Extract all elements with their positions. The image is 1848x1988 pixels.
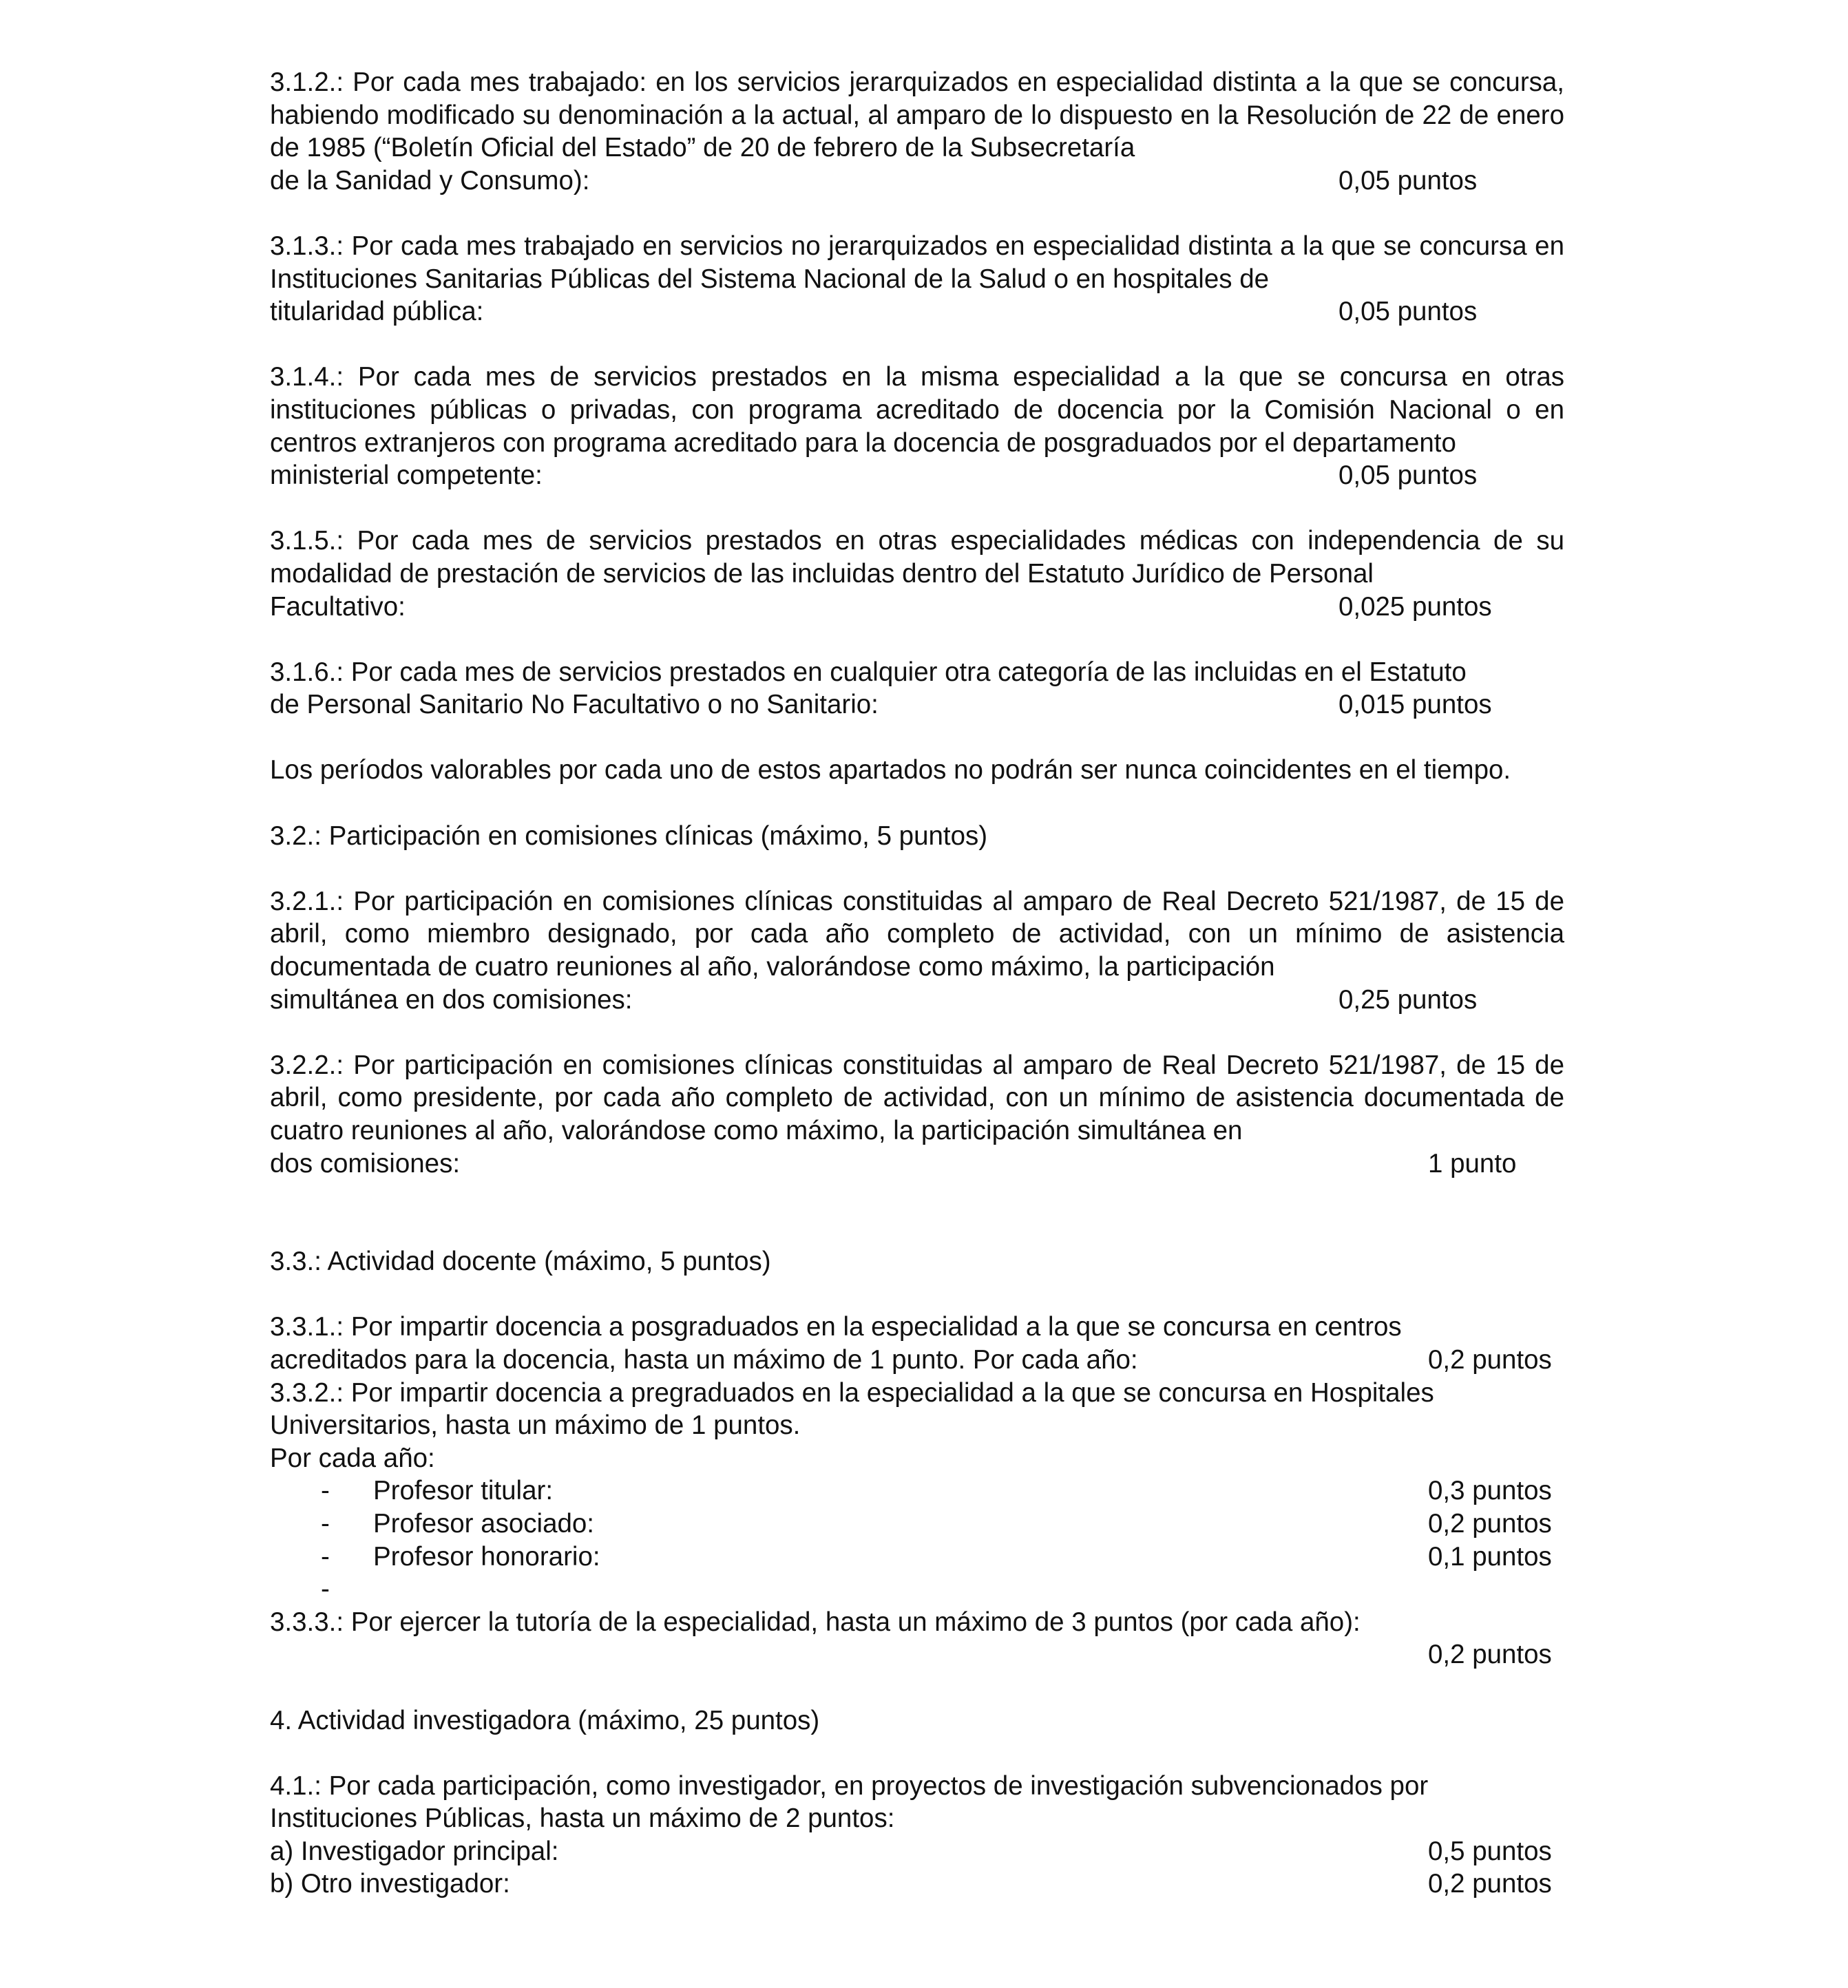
list-item-label: Profesor titular: [373, 1476, 554, 1506]
paragraph-last-text: de la Sanidad y Consumo): [270, 165, 590, 195]
points-value: 0,2 puntos [1428, 1344, 1552, 1375]
points-value: 0,05 puntos [1338, 165, 1478, 195]
paragraph-last-text: ministerial competente: [270, 461, 543, 491]
list-item [270, 1835, 1564, 1868]
paragraph-last-line [270, 688, 1564, 721]
paragraph-text: 3.3.3.: Por ejercer la tutoría de la especialidad, hasta un máximo de 3 puntos (por cada año): [270, 1607, 1361, 1637]
section-3-1-2 [270, 66, 1564, 197]
paragraph-last-text: de Personal Sanitario No Facultativo o no Sanitario: [270, 690, 879, 720]
section-heading-3-2: 3.2.: Participación en comisiones clínicas (máximo, 5 puntos) [270, 821, 988, 851]
paragraph-text: 3.2.1.: Por participación en comisiones clínicas constituidas al amparo de Real Decreto 521/1987, de 15 de abril, como miembro designado, por cada año completo de actividad, con un mínimo de asistencia documentada de cuatro reuniones al año, valorándose como máximo, la participación [270, 886, 1564, 982]
paragraph-last-line [270, 295, 1564, 328]
section-heading-4: 4. Actividad investigadora (máximo, 25 puntos) [270, 1705, 820, 1735]
paragraph-last-text: dos comisiones: [270, 1148, 461, 1178]
points-value: 0,3 puntos [1428, 1476, 1552, 1506]
dash-bullet: - [321, 1508, 330, 1538]
paragraph-last-text: acreditados para la docencia, hasta un máximo de 1 punto. Por cada año: [270, 1344, 1138, 1375]
paragraph-text: 3.1.4.: Por cada mes de servicios prestados en la misma especialidad a la que se concursa en otras instituciones públicas o privadas, con programa acreditado de docencia por la Comisión Nacional o en centros extranjeros con programa acreditado para la docencia de posgraduados por el departamento [270, 362, 1564, 458]
points-value: 0,025 puntos [1338, 591, 1492, 622]
document-page [270, 66, 1564, 1901]
paragraph-last-line [270, 1148, 1564, 1181]
section-3-1-3 [270, 230, 1564, 328]
list-item [270, 1868, 1564, 1901]
paragraph-last-line [270, 459, 1564, 492]
list-item-empty [270, 1573, 1564, 1606]
dash-bullet: - [321, 1541, 330, 1572]
points-value: 0,2 puntos [1428, 1869, 1552, 1899]
section-3-3-1 [270, 1311, 1564, 1376]
paragraph-text: 3.3.2.: Por impartir docencia a pregraduados en la especialidad a la que se concursa en Hospitales [270, 1377, 1434, 1408]
points-value: 0,2 puntos [1428, 1508, 1552, 1538]
paragraph-last-line [270, 591, 1564, 624]
section-3-3-2 [270, 1377, 1564, 1606]
list-item [270, 1474, 1564, 1508]
paragraph-text: 3.1.3.: Por cada mes trabajado en servicios no jerarquizados en especialidad distinta a la que se concursa en Instituciones Sanitarias Públicas del Sistema Nacional de la Salud o en hospitales de [270, 231, 1564, 294]
paragraph-text: 3.1.6.: Por cada mes de servicios prestados en cualquier otra categoría de las incluidas en el Estatuto [270, 657, 1467, 687]
section-3-2-2 [270, 1049, 1564, 1180]
points-value: 0,2 puntos [1428, 1640, 1552, 1670]
paragraph-last-text: titularidad pública: [270, 297, 484, 327]
points-value: 0,5 puntos [1428, 1836, 1552, 1866]
list-item-label: Profesor asociado: [373, 1508, 595, 1538]
paragraph-text: 4.1.: Por cada participación, como investigador, en proyectos de investigación subvencionados por [270, 1770, 1429, 1801]
section-heading-3-3: 3.3.: Actividad docente (máximo, 5 puntos) [270, 1247, 771, 1277]
list-item-label: a) Investigador principal: [270, 1836, 559, 1866]
por-cada-ano: Por cada año: [270, 1443, 435, 1473]
section-3-3-3 [270, 1606, 1564, 1671]
points-value: 0,05 puntos [1338, 461, 1478, 491]
paragraph-last-line [270, 1344, 1564, 1377]
points-value: 0,05 puntos [1338, 297, 1478, 327]
points-line [270, 1638, 1564, 1671]
section-3-2-1 [270, 885, 1564, 1016]
periodos-note: Los períodos valorables por cada uno de estos apartados no podrán ser nunca coincidentes en el tiempo. [270, 755, 1511, 785]
paragraph-last-line [270, 165, 1564, 198]
points-value: 1 punto [1428, 1148, 1517, 1178]
section-3-1-5 [270, 525, 1564, 623]
paragraph-last-text: Facultativo: [270, 591, 406, 622]
list-item [270, 1508, 1564, 1541]
paragraph-text: 3.1.2.: Por cada mes trabajado: en los servicios jerarquizados en especialidad distinta a la que se concursa, habiendo modificado su denominación a la actual, al amparo de lo dispuesto en la Resolución de 22 de enero de 1985 (“Boletín Oficial del Estado” de 20 de febrero de la Subsecretaría [270, 67, 1564, 163]
section-3-1-4 [270, 361, 1564, 491]
paragraph-text: 3.3.1.: Por impartir docencia a posgraduados en la especialidad a la que se concursa en centros [270, 1312, 1402, 1342]
points-value: 0,1 puntos [1428, 1541, 1552, 1572]
section-4-1 [270, 1770, 1564, 1901]
paragraph-last-text: Instituciones Públicas, hasta un máximo de 2 puntos: [270, 1804, 895, 1834]
list-item-label: b) Otro investigador: [270, 1869, 510, 1899]
paragraph-text: 3.1.5.: Por cada mes de servicios prestados en otras especialidades médicas con independencia de su modalidad de prestación de servicios de las incluidas dentro del Estatuto Jurídico de Personal [270, 526, 1564, 589]
points-value: 0,015 puntos [1338, 690, 1492, 720]
list-item [270, 1541, 1564, 1574]
paragraph-text: 3.2.2.: Por participación en comisiones clínicas constituidas al amparo de Real Decreto 521/1987, de 15 de abril, como presidente, por cada año completo de actividad, con un mínimo de asistencia documentada de cuatro reuniones al año, valorándose como máximo, la participación simultánea en [270, 1050, 1564, 1145]
points-value: 0,25 puntos [1338, 984, 1478, 1015]
paragraph-last-text: Universitarios, hasta un máximo de 1 puntos. [270, 1410, 801, 1441]
dash-bullet: - [321, 1476, 330, 1506]
section-3-1-6 [270, 656, 1564, 721]
paragraph-last-line [270, 984, 1564, 1017]
dash-bullet: - [321, 1574, 330, 1605]
paragraph-last-text: simultánea en dos comisiones: [270, 984, 633, 1015]
list-item-label: Profesor honorario: [373, 1541, 600, 1572]
